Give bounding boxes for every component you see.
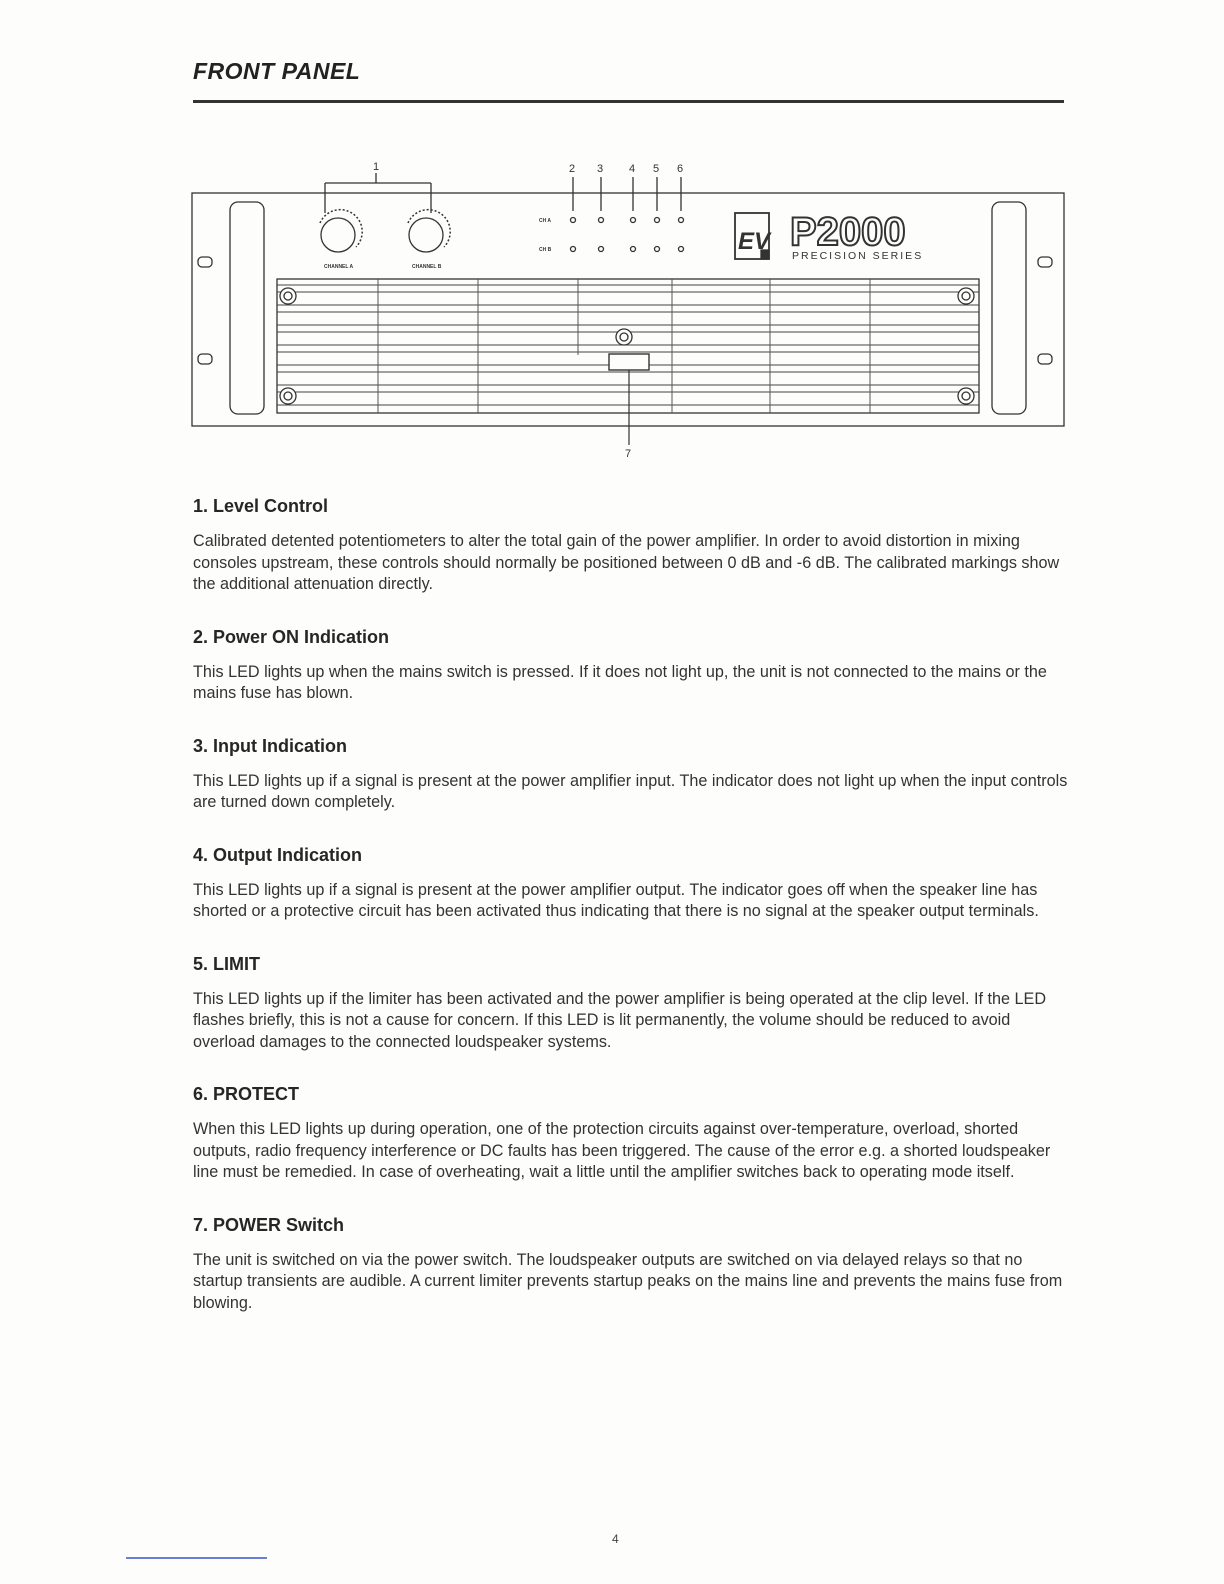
- channel-b-label: CHANNEL B: [412, 264, 442, 270]
- callout-2: 2: [569, 163, 576, 175]
- brand-logo: EV: [738, 228, 771, 255]
- section-heading: 1. Level Control: [193, 496, 329, 516]
- row-label-ch-b: CH B: [539, 247, 552, 253]
- channel-b-level-knob: [409, 218, 443, 252]
- power-switch: [609, 354, 649, 370]
- model-name: P2000: [790, 210, 906, 254]
- section-input-indication: [193, 736, 1068, 814]
- left-handle: [230, 202, 264, 414]
- channel-a-label: CHANNEL A: [324, 264, 354, 270]
- grille: [277, 279, 979, 413]
- section-heading: 3. Input Indication: [193, 735, 347, 756]
- right-handle: [992, 202, 1026, 414]
- mount-hole: [198, 257, 212, 267]
- title-rule: [193, 100, 1064, 103]
- sections: [193, 496, 1068, 1345]
- callout-4: 4: [629, 163, 636, 175]
- section-level-control: [193, 496, 1068, 596]
- section-heading: 7. POWER Switch: [193, 1214, 345, 1235]
- callout-7: 7: [625, 448, 632, 460]
- bottom-underline: [126, 1557, 267, 1559]
- section-heading: 6. PROTECT: [193, 1084, 300, 1104]
- section-power-switch: [193, 1215, 1068, 1315]
- grille-bars: [277, 285, 979, 405]
- mount-hole: [1038, 354, 1052, 364]
- section-body: This LED lights up when the mains switch is pressed. If it does not light up, the unit is not connected to the mains or the mains fuse has blown.: [193, 662, 1047, 702]
- section-body: Calibrated detented potentiometers to alter the total gain of the power amplifier. In order to avoid distortion in mixing consoles upstream, these controls should normally be positioned between 0 dB and -6 dB. The calibrated markings show the additional attenuation directly.: [193, 532, 1060, 593]
- section-body: This LED lights up if a signal is present at the power amplifier input. The indicator does not light up when the input controls are turned down completely.: [193, 771, 1068, 811]
- page-title: FRONT PANEL: [193, 58, 361, 84]
- channel-a-level-knob: [321, 218, 355, 252]
- section-output-indication: [193, 845, 1068, 923]
- callout-3: 3: [597, 163, 604, 175]
- row-label-ch-a: CH A: [539, 218, 552, 224]
- front-panel-diagram: [190, 155, 1070, 470]
- section-body: This LED lights up if the limiter has been activated and the power amplifier is being operated at the clip level. If the LED flashes briefly, this is not a cause for concern. If this LED is lit permanently, the volume should be reduced to avoid overload damages to the connected loudspeaker systems.: [193, 989, 1047, 1051]
- section-body: The unit is switched on via the power switch. The loudspeaker outputs are switched on via delayed relays so that no startup transients are audible. A current limiter prevents startup peaks on the mains line and prevents the mains fuse from blowing.: [193, 1250, 1063, 1312]
- mount-hole: [1038, 257, 1052, 267]
- page-number: 4: [612, 1532, 619, 1546]
- section-body: This LED lights up if a signal is present at the power amplifier output. The indicator goes off when the speaker line has shorted or a protective circuit has been activated thus indicating that there is no signal at the speaker output terminals.: [193, 880, 1039, 920]
- callout-1: 1: [373, 161, 380, 173]
- section-heading: 2. Power ON Indication: [193, 626, 390, 647]
- section-limit: [193, 954, 1068, 1054]
- callout-6: 6: [677, 163, 684, 175]
- section-protect: [193, 1084, 1068, 1184]
- section-heading: 5. LIMIT: [193, 953, 260, 974]
- section-body: When this LED lights up during operation, one of the protection circuits against over-temperature, overload, shorted outputs, radio frequency interference or DC faults has been triggered. The cause of the error e.g. a shorted loudspeaker line must be remedied. In case of overheating, wait a little until the amplifier switches back to operating mode itself.: [193, 1120, 1051, 1181]
- section-power-on-indication: [193, 627, 1068, 705]
- mount-hole: [198, 354, 212, 364]
- callout-5: 5: [653, 163, 660, 175]
- series-name: PRECISION SERIES: [792, 250, 924, 262]
- section-heading: 4. Output Indication: [193, 844, 362, 865]
